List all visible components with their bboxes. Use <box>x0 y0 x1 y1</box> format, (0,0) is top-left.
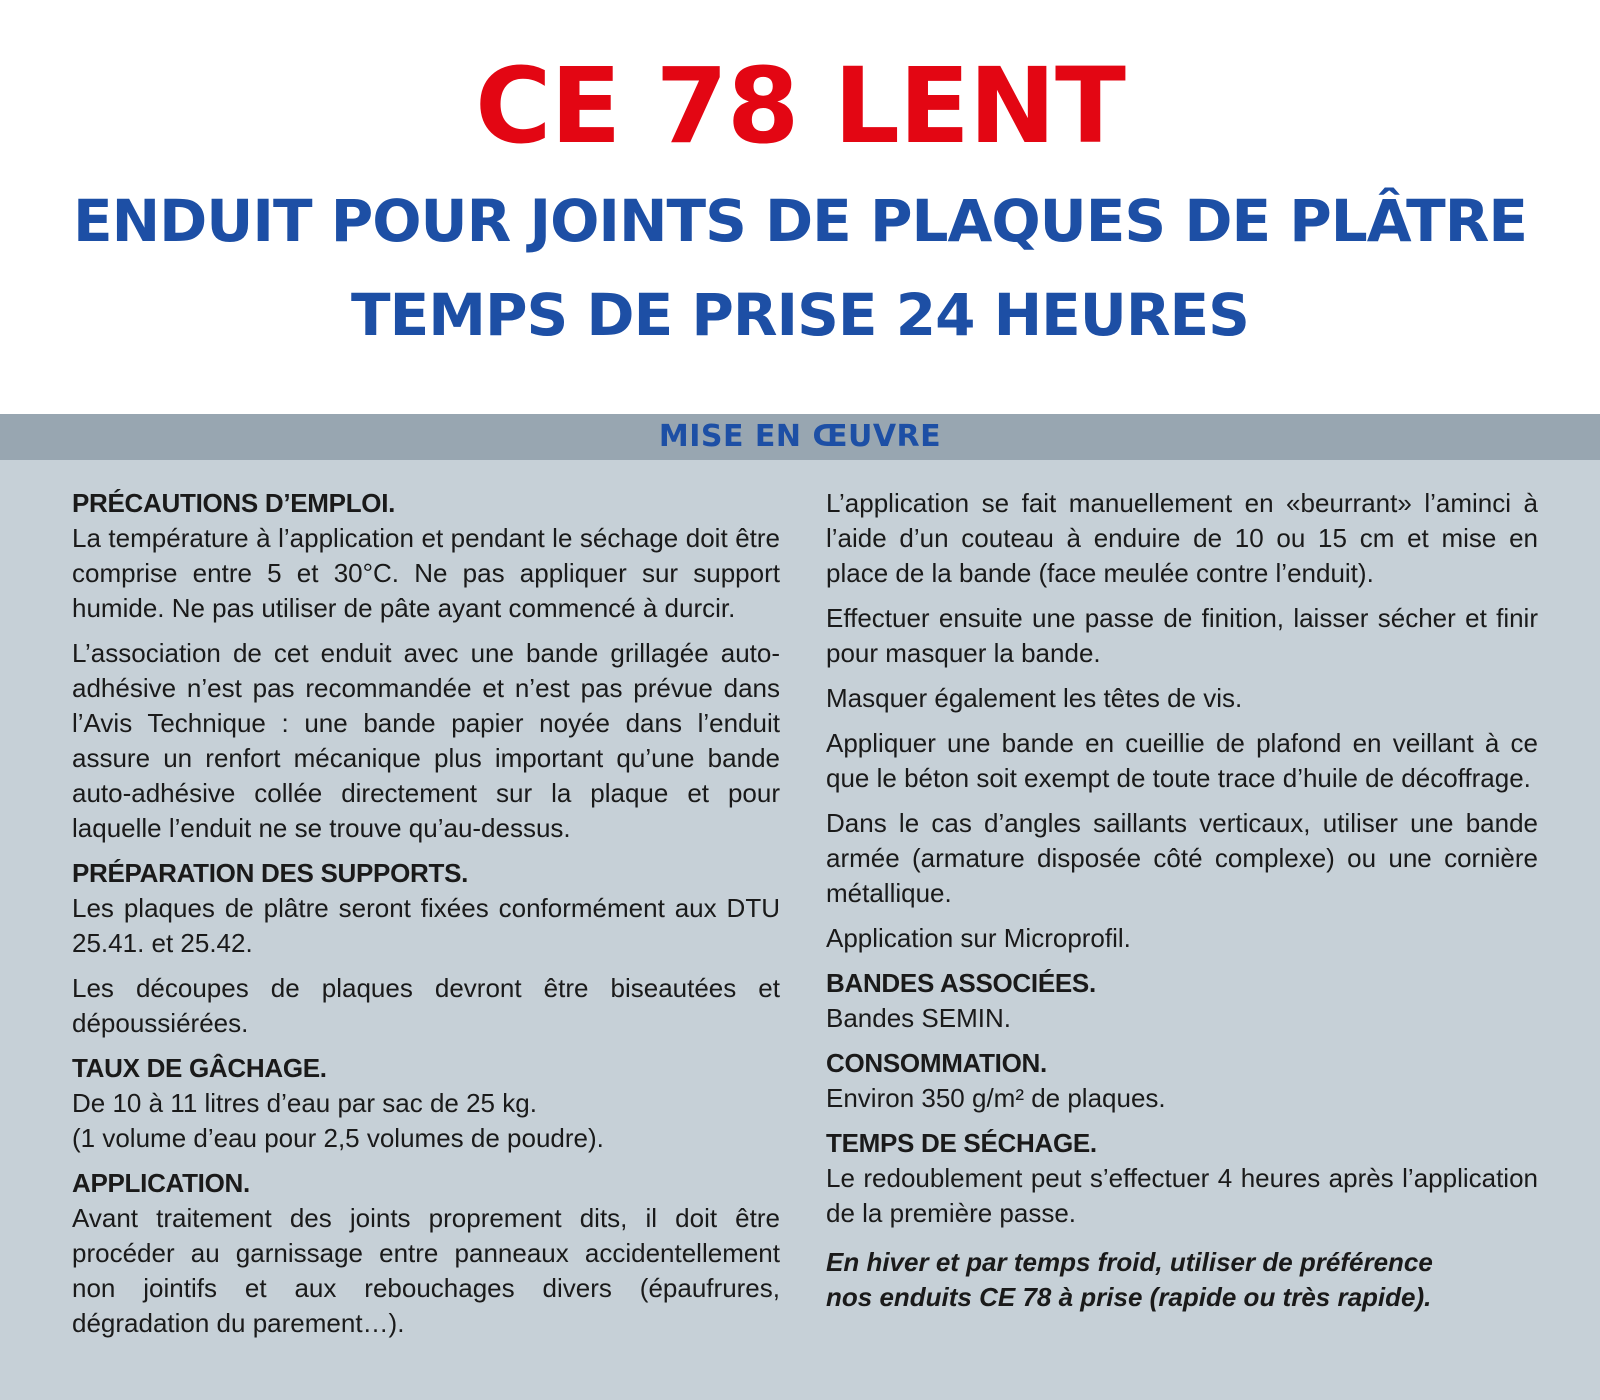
precautions-paragraph-1: La température à l’application et pendant le séchage doit être comprise entre 5 et 30°C. Ne pas appliquer sur support humide. Ne pas utiliser de pâte ayant commencé à durcir. <box>72 523 780 623</box>
precautions-section <box>72 486 780 846</box>
product-subtitle-line1: ENDUIT POUR JOINTS DE PLAQUES DE PLÂTRE <box>73 187 1527 255</box>
precautions-heading: PRÉCAUTIONS D’EMPLOI. <box>72 488 396 518</box>
gachage-line-1: De 10 à 11 litres d’eau par sac de 25 kg. <box>72 1088 537 1118</box>
preparation-paragraph-1: Les plaques de plâtre seront fixées conformément aux DTU 25.41. et 25.42. <box>72 893 780 958</box>
winter-note <box>826 1245 1538 1315</box>
product-subtitle-line2: TEMPS DE PRISE 24 HEURES <box>351 281 1249 349</box>
gachage-heading: TAUX DE GÂCHAGE. <box>72 1053 327 1083</box>
sechage-paragraph: Le redoublement peut s’effectuer 4 heures après l’application de la première passe. <box>826 1163 1538 1228</box>
sechage-heading: TEMPS DE SÉCHAGE. <box>826 1128 1097 1158</box>
document-header <box>0 0 1600 414</box>
gachage-section <box>72 1051 780 1156</box>
application-paragraph-6: Dans le cas d’angles saillants verticaux, utiliser une bande armée (armature disposée côté complexe) ou une cornière métallique. <box>826 808 1538 908</box>
instructions-content <box>0 460 1600 1400</box>
bandes-section <box>826 966 1538 1036</box>
application-paragraph-2: L’application se fait manuellement en «beurrant» l’aminci à l’aide d’un couteau à enduire de 10 ou 15 cm et mise en place de la bande (face meulée contre l’enduit). <box>826 488 1538 588</box>
application-section <box>72 1166 780 1341</box>
preparation-section <box>72 856 780 1041</box>
right-column <box>826 486 1538 1315</box>
left-column <box>72 486 780 1351</box>
consommation-section <box>826 1046 1538 1116</box>
application-paragraph-3: Effectuer ensuite une passe de finition, laisser sécher et finir pour masquer la bande. <box>826 603 1538 668</box>
winter-note-line-1: En hiver et par temps froid, utiliser de préférence <box>826 1247 1433 1277</box>
application-paragraph-5: Appliquer une bande en cueillie de plafond en veillant à ce que le béton soit exempt de toute trace d’huile de décoffrage. <box>826 728 1538 793</box>
precautions-paragraph-2: L’association de cet enduit avec une bande grillagée auto-adhésive n’est pas recommandée et n’est pas prévue dans l’Avis Technique : une bande papier noyée dans l’enduit assure un renfort mécanique plus important qu’une bande auto-adhésive collée directement sur la plaque et pour laquelle l’enduit ne se trouve qu’au-dessus. <box>72 638 780 843</box>
consommation-heading: CONSOMMATION. <box>826 1048 1047 1078</box>
application-paragraph-7: Application sur Microprofil. <box>826 923 1131 953</box>
winter-note-line-2: nos enduits CE 78 à prise (rapide ou très rapide). <box>826 1282 1432 1312</box>
section-band-title: MISE EN ŒUVRE <box>658 419 942 454</box>
section-band <box>0 414 1600 460</box>
preparation-paragraph-2: Les découpes de plaques devront être biseautées et dépoussiérées. <box>72 973 780 1038</box>
bandes-heading: BANDES ASSOCIÉES. <box>826 968 1096 998</box>
bandes-paragraph: Bandes SEMIN. <box>826 1003 1011 1033</box>
gachage-line-2: (1 volume d’eau pour 2,5 volumes de poudre). <box>72 1123 604 1153</box>
application-paragraph-4: Masquer également les têtes de vis. <box>826 683 1243 713</box>
product-title: CE 78 LENT <box>475 45 1125 167</box>
gachage-text <box>72 1086 780 1156</box>
sechage-section <box>826 1126 1538 1231</box>
application-heading: APPLICATION. <box>72 1168 250 1198</box>
application-continued-section <box>826 486 1538 956</box>
consommation-paragraph: Environ 350 g/m² de plaques. <box>826 1083 1166 1113</box>
application-paragraph-1: Avant traitement des joints proprement dits, il doit être procéder au garnissage entre panneaux accidentellement non jointifs et aux rebouchages divers (épaufrures, dégradation du parement…). <box>72 1203 780 1338</box>
preparation-heading: PRÉPARATION DES SUPPORTS. <box>72 858 469 888</box>
